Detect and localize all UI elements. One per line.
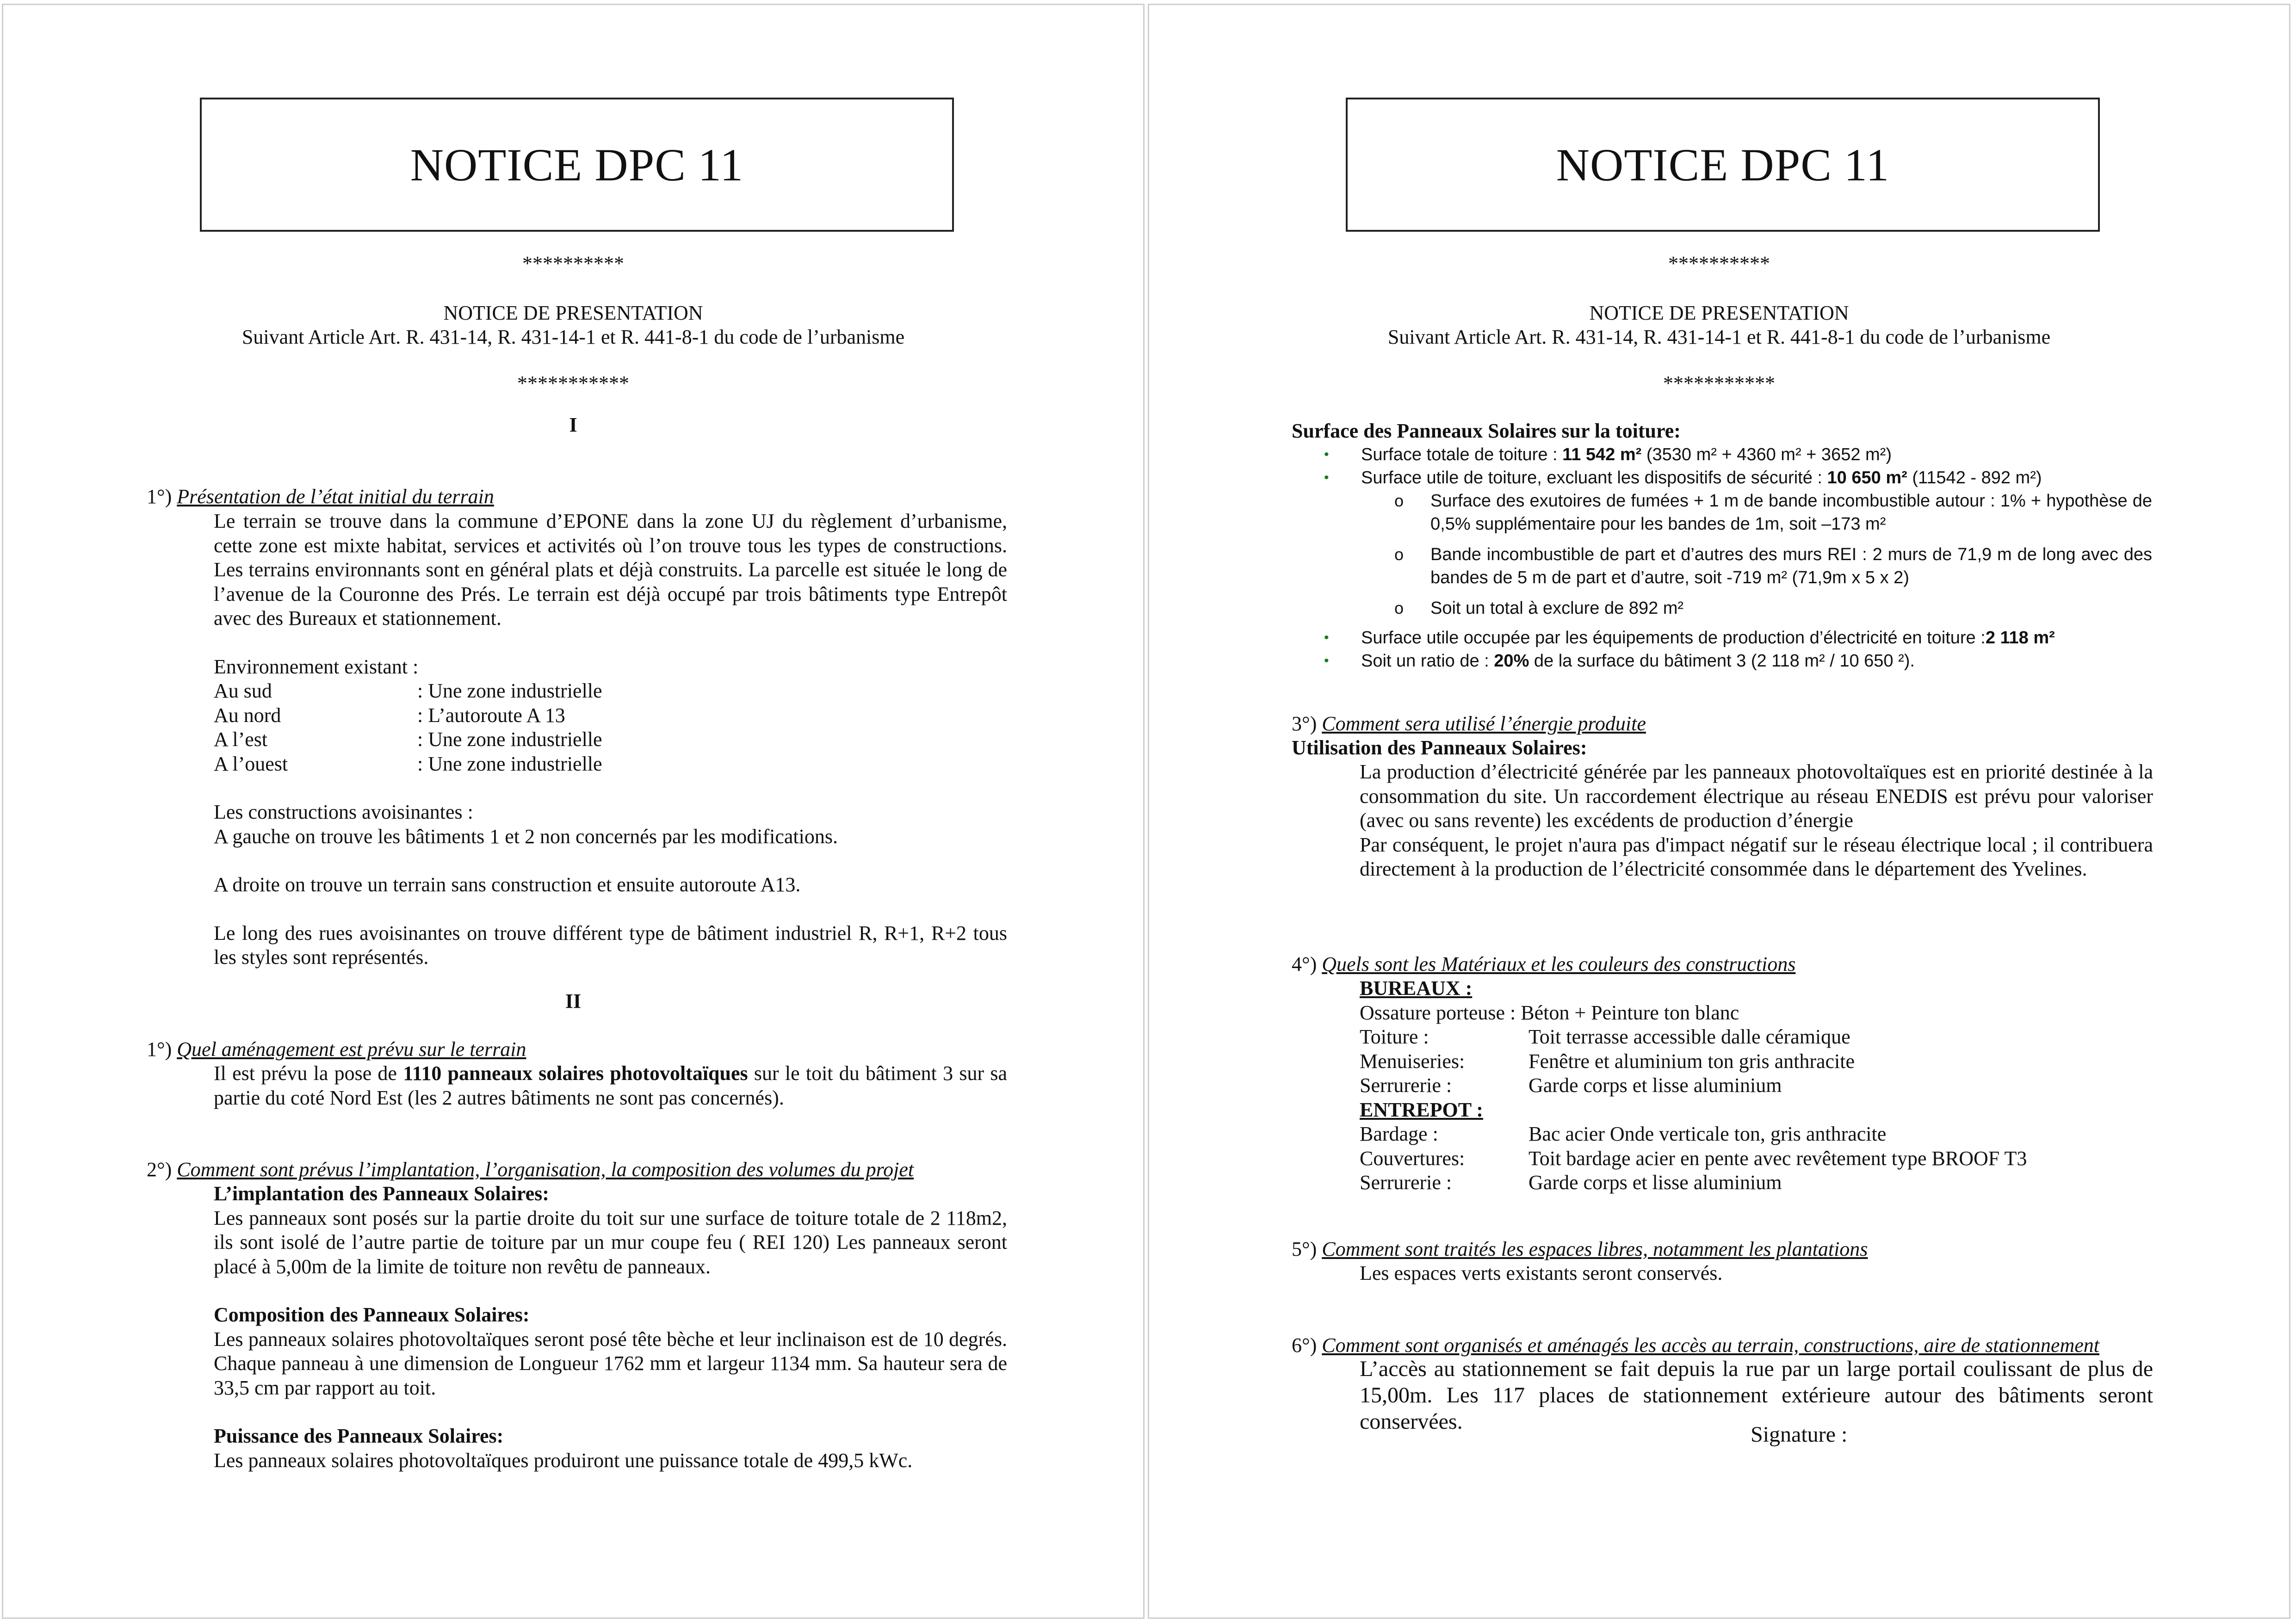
section-heading-5: 5°) Comment sont traités les espaces libres, notamment les plantations [1292,1238,1868,1260]
sub-list-item: o Bande incombustible de part et d’autres des murs REI : 2 murs de 71,9 m de long avec des bandes de 5 m de part et d’autre, soit -719 m² (71,9m x 5 x 2) [1292,543,2152,589]
sub-list-item: o Surface des exutoires de fumées + 1 m de bande incombustible autour : 1% + hypothèse de 0,5% supplémentaire pour les bandes de 1m, soit –173 m² [1292,489,2152,536]
section-body-5: Les espaces verts existants seront conservés. [1360,1262,1723,1284]
utilisation-text-2: Par conséquent, le projet n'aura pas d'impact négatif sur le réseau électrique local ; il contribuera directement à la production de l’électricité consommée dans le département des Yvelines. [1360,833,2153,880]
utilisation-body [1360,760,2153,882]
section-title-3: Comment sont prévus l’implantation, l’organisation, la composition des volumes du projet [177,1158,914,1181]
section-title-5: Comment sont traités les espaces libres, notamment les plantations [1322,1238,1868,1260]
section-heading-4: 4°) Quels sont les Matériaux et les couleurs des constructions [1292,953,1796,975]
page-left [2,4,1145,1619]
page-title: NOTICE DPC 11 [410,139,744,191]
puissance-title: Puissance des Panneaux Solaires: [214,1425,504,1447]
list-item: • Soit un ratio de : 20% de la surface du bâtiment 3 (2 118 m² / 10 650 ²). [1292,649,2152,673]
page-title: NOTICE DPC 11 [1556,139,1890,191]
environment-row: A l’ouest : Une zone industrielle [214,752,602,775]
composition-title: Composition des Panneaux Solaires: [214,1303,530,1326]
puissance-text: Les panneaux solaires photovoltaïques produiront une puissance totale de 499,5 kWc. [214,1449,913,1472]
surface-list [1292,443,2152,673]
material-row: Serrurerie : Garde corps et lisse aluminium [1360,1171,1782,1194]
section-title-2: Quel aménagement est prévu sur le terrain [177,1038,526,1061]
list-item: • Surface totale de toiture : 11 542 m² (3530 m² + 4360 m² + 3652 m²) [1292,443,2152,466]
section-body-2: Il est prévu la pose de 1110 panneaux solaires photovoltaïques sur le toit du bâtiment 3 sur sa partie du coté Nord Est (les 2 autres bâtiments ne sont pas concernés). [214,1062,1007,1109]
sub-list-item: o Soit un total à exclure de 892 m² [1292,597,2152,620]
list-item: • Surface utile de toiture, excluant les dispositifs de sécurité : 10 650 m² (11542 - 892 m²) [1292,466,2152,489]
environment-row: Au nord : L’autoroute A 13 [214,704,565,727]
terrain-description: Le terrain se trouve dans la commune d’EPONE dans la zone UJ du règlement d’urbanisme, cette zone est mixte habitat, services et activités où l’on trouve tous les types de constructions. Les terrains environnants sont en général plats et déjà construits. La parcelle est située le long de l’avenue de la Couronne des Prés. Le terrain est déjà occupé par trois bâtiments type Entrepôt avec des Bureaux et stationnement. [214,510,1007,629]
notice-heading: NOTICE DE PRESENTATION [443,302,703,324]
surface-title: Surface des Panneaux Solaires sur la toiture: [1292,420,1681,442]
section-title-1: Présentation de l’état initial du terrain [177,485,494,508]
section-title-6: Comment sont organisés et aménagés les accès au terrain, constructions, aire de stationnement [1322,1334,2099,1357]
stars-separator-2: *********** [517,372,629,395]
material-row: Menuiseries: Fenêtre et aluminium ton gris anthracite [1360,1049,1855,1073]
stars-separator: ********** [522,252,624,275]
implantation-title: L’implantation des Panneaux Solaires: [214,1182,549,1205]
environment-row: Au sud : Une zone industrielle [214,679,602,702]
environment-title: Environnement existant : [214,655,419,678]
composition-text: Les panneaux solaires photovoltaïques seront posé tête bèche et leur inclinaison est de 10 degrés. Chaque panneau à une dimension de Longueur 1762 mm et largeur 1134 mm. Sa hauteur sera de 33,5 cm par rapport au toit. [214,1327,1007,1399]
material-row: Serrurerie : Garde corps et lisse aluminium [1360,1074,1782,1097]
material-row: Bardage : Bac acier Onde verticale ton, gris anthracite [1360,1123,1887,1145]
constructions-title: Les constructions avoisinantes : [214,801,473,823]
stars-separator-2: *********** [1663,372,1775,395]
material-row: Toiture : Toit terrasse accessible dalle céramique [1360,1025,1850,1048]
section-body-1 [214,509,1007,970]
material-row: Couvertures: Toit bardage acier en pente avec revêtement type BROOF T3 [1360,1147,2027,1170]
roman-heading-2: II [565,990,582,1012]
signature-label: Signature : [1751,1422,1848,1447]
page-right [1148,4,2290,1619]
section-title-4: Quels sont les Matériaux et les couleurs des constructions [1322,953,1796,975]
stars-separator: ********** [1668,252,1770,275]
title-box [200,98,954,232]
section-heading-1: 1°) Présentation de l’état initial du terrain [147,485,494,508]
constructions-left: A gauche on trouve les bâtiments 1 et 2 non concernés par les modifications. [214,825,838,848]
section-body-3 [214,1182,1007,1473]
section-heading-2: 1°) Quel aménagement est prévu sur le terrain [147,1038,526,1061]
list-item: • Surface utile occupée par les équipements de production d’électricité en toiture :2 118 m² [1292,626,2152,649]
section-heading-6: 6°) Comment sont organisés et aménagés les accès au terrain, constructions, aire de stationnement [1292,1334,2099,1357]
section-heading-3: 2°) Comment sont prévus l’implantation, l’organisation, la composition des volumes du projet [147,1158,914,1181]
article-reference: Suivant Article Art. R. 431-14, R. 431-14-1 et R. 441-8-1 du code de l’urbanisme [241,326,905,348]
notice-heading: NOTICE DE PRESENTATION [1589,302,1849,324]
constructions-streets: Le long des rues avoisinantes on trouve différent type de bâtiment industriel R, R+1, R+2 tous les styles sont représentés. [214,921,1007,969]
bureaux-heading: BUREAUX : [1360,977,1473,1000]
utilisation-text-1: La production d’électricité générée par les panneaux photovoltaïques est en priorité destinée à la consommation du site. Un raccordement électrique au réseau ENEDIS est prévu pour valoriser (avec ou sans revente) les excédents de production d’énergie [1360,760,2153,832]
section-heading-3: 3°) Comment sera utilisé l’énergie produite [1292,712,1646,735]
roman-heading-1: I [569,413,577,436]
utilisation-title: Utilisation des Panneaux Solaires: [1292,736,1587,759]
entrepot-heading: ENTREPOT : [1360,1098,1483,1121]
section-title-3: Comment sera utilisé l’énergie produite [1322,712,1646,735]
constructions-right: A droite on trouve un terrain sans construction et ensuite autoroute A13. [214,873,801,896]
materials-body [1360,976,2153,1195]
ossature-line: Ossature porteuse : Béton + Peinture ton blanc [1360,1001,1739,1024]
environment-row: A l’est : Une zone industrielle [214,728,602,751]
title-box [1346,98,2100,232]
article-reference: Suivant Article Art. R. 431-14, R. 431-14-1 et R. 441-8-1 du code de l’urbanisme [1387,326,2051,348]
section-body-6: L’accès au stationnement se fait depuis la rue par un large portail coulissant de plus de 15,00m. Les 117 places de stationnement extérieure autour des bâtiments seront conservées. [1360,1357,2153,1434]
implantation-text: Les panneaux sont posés sur la partie droite du toit sur une surface de toiture totale de 2 118m2, ils sont isolé de l’autre partie de toiture par un mur coupe feu ( REI 120) Les panneaux seront placé à 5,00m de la limite de toiture non revêtu de panneaux. [214,1206,1007,1278]
